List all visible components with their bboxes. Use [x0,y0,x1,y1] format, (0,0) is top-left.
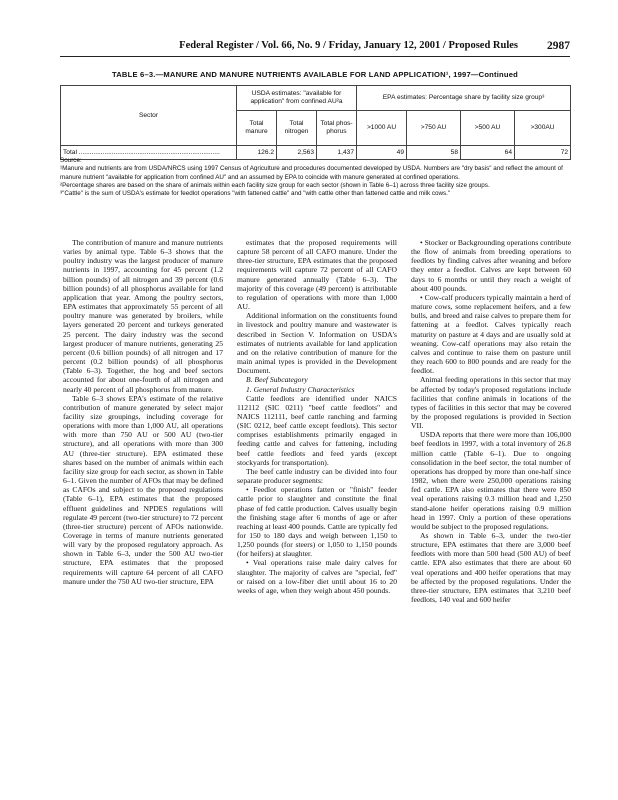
footnote: Source: [60,157,82,164]
paragraph: USDA reports that there were more than 106,000 beef feedlots in 1997, with a total inventory of 26.8 million cattle (Table 6–1). Due to ongoing consolidation in the beef sector, the total number of operations has dropped by more than one-half since 1982, when there were 250,000 operations raising fed cattle. EPA also estimates that there were 850 veal operations raising 0.3 million head and 1,250 stand-alone heifer operations raising 0.9 million head in 1997. Only a portion of these operations would be subject to the proposed regulations. [411,430,571,531]
paragraph: Cattle feedlots are identified under NAICS 112112 (SIC 0211) "beef cattle feedlots" and NAICS 112111, beef cattle ranching and farming (SIC 0212, beef cattle except feedlots). This sector comprises establishments primarily engaged in feeding cattle and calves for fattening, including beef cattle feedlots and feed yards (except stockyards for transportation). [237,393,397,467]
column-header: >1000 AU [357,111,407,146]
column-header: Total phos-phorus [317,111,357,146]
running-header [60,40,570,54]
bullet-paragraph: • Feedlot operations fatten or "finish" feeder cattle prior to slaughter and constitute the final phase of fed cattle production. Calves usually begin the finishing stage after 6 months of age or after reaching at least 400 pounds. Cattle are typically fed for 150 to 180 days and weigh between 1,150 to 1,250 pounds (for steers) or 1,050 to 1,150 pounds (for heifers) at slaughter. [237,485,397,559]
sector-header: Sector [61,86,237,146]
bullet-paragraph: • Cow-calf producers typically maintain a herd of mature cows, some replacement heifers, and a few bulls, and breed and raise calves to prepare them for fattening at a feedlot. Calves typically reach maturity on pasture at 4 days and are usually sold at weaning. Cow-calf operations may also retain the calves and continue to raise them on pasture until they reach 600 to 800 pounds and are ready for the feedlot. [411,292,571,376]
paragraph: Additional information on the constituents found in livestock and poultry manure and wastewater is described in Section V. Information on USDA's estimates of nutrients available for land application and on the relative contribution of manure for the main animal types is provided in the Development Document. [237,311,397,376]
row-label: Total ............................................................................. [61,146,237,160]
header-rule [60,56,570,57]
footnote: ²Percentage shares are based on the share of animals within each facility size group for each sector (shown in Table 6–1) across three facility size groups. [60,181,490,189]
table-caption: TABLE 6–3.—MANURE AND MANURE NUTRIENTS AVAILABLE FOR LAND APPLICATION¹, 1997—Continued [111,70,519,79]
bullet-paragraph: • Veal operations raise male dairy calves for slaughter. The majority of calves are "special, fed" or raised on a low-fiber diet until about 16 to 20 weeks of age, when they weigh about 450 pounds. [237,558,397,595]
header-title: Federal Register / Vol. 66, No. 9 / Friday, January 12, 2001 / Proposed Rules [179,40,518,51]
table-cell: 49 [357,146,407,160]
text-column-3 [411,238,571,604]
text-column-1 [63,238,223,586]
paragraph: Table 6–3 shows EPA's estimate of the relative contribution of manure generated by select major facility size groupings, including coverage for operations with more than 1,000 AU, all operations with more than 750 AU or 500 AU (two-tier structure), and all operations with more than 300 AU (three-tier structure). EPA estimated these shares based on the number of animals within each facility size group for each sector, as shown in Table 6–1. Given the number of AFOs that may be defined as CAFOs and subject to the proposed regulations (Table 6–1), EPA estimates that the proposed effluent guidelines and NPDES regulations will regulate 49 percent (two-tier structure) to 72 percent (three-tier structure) percent of AFOs nationwide. Coverage in terms of manure nutrients generated will vary by the proposed regulatory approach. As shown in Table 6–3, under the 500 AU two-tier structure, EPA estimates that the proposed requirements will capture 64 percent of all CAFO manure under the 750 AU two-tier structure, EPA [63,393,223,586]
paragraph: Animal feeding operations in this sector that may be affected by today's proposed regulations include facilities that confine animals in locations of the types of facilities in this sector that may be covered by the proposed regulations is provided in Section VII. [411,375,571,431]
epa-group-header: EPA estimates: Percentage share by facility size group³ [357,86,571,111]
subsection-heading: 1. General Industry Characteristics [246,384,355,394]
footnote: ¹Manure and nutrients are from USDA/NRCS using 1997 Census of Agriculture and procedures documented developed by USDA. Numbers are "dry basis" and reflect the amount of manure nutrient "available for application from confined AU" and an assumed by EPA to coincide with manure generated at confined operations. [60,165,563,181]
paragraph: As shown in Table 6–3, under the two-tier structure, EPA estimates that there are 3,000 beef feedlots with more than 500 head (500 AU) of beef cattle. EPA also estimates that there are about 60 veal operations and 400 heifer operations that may be affected by the proposed regulations. Under the three-tier structure, EPA estimates that 3,210 beef feedlots, 140 veal and 600 heifer [411,531,571,605]
table-cell: 126.2 [237,146,277,160]
paragraph: The contribution of manure and manure nutrients varies by animal type. Table 6–3 shows that the poultry industry was the largest producer of manure nutrients in 1997, accounting for 45 percent (1.2 billion pounds) of all nitrogen and 39 percent (0.6 billion pounds) of all phosphorus available for land application that year. Among the poultry sectors, EPA estimates that approximately 55 percent of all poultry manure was generated by broilers, while layers generated 20 percent and turkeys generated 25 percent. The dairy industry was the second largest producer of manure nutrients, generating 25 percent (0.6 billion pounds) of all nitrogen and 17 percent (0.2 billion pounds) of all phosphorus (Table 6–3). Together, the hog and beef sectors accounted for about one-fourth of all nitrogen and nearly 40 percent of all phosphorus from manure. [63,238,223,394]
text-column-2 [237,238,397,595]
paragraph: estimates that the proposed requirements will capture 58 percent of all CAFO manure. Under the three-tier structure, EPA estimates that the proposed requirements will capture 72 percent of all CAFO manure generated annually (Table 6–3). The majority of this coverage (49 percent) is attributable to regulation of operations with more than 1,000 AU. [237,238,397,312]
column-header: Total nitrogen [277,111,317,146]
column-header: Total manure [237,111,277,146]
column-header: >750 AU [407,111,461,146]
table-cell: 2,563 [277,146,317,160]
column-header: >500 AU [461,111,515,146]
footnote: ³"Cattle" is the sum of USDA's estimate for feedlot operations "with fattened cattle" and "with cattle other than fattened cattle and milk cows." [60,190,451,198]
page-number: 2987 [547,40,570,52]
table-cell: 58 [407,146,461,160]
table-cell: 64 [461,146,515,160]
table-footnotes [60,157,570,198]
usda-group-header: USDA estimates: "available for application" from confined AU²a [237,86,357,111]
nutrient-table [60,85,571,160]
table-cell: 1,437 [317,146,357,160]
section-heading: B. Beef Subcategory [246,375,308,385]
paragraph: The beef cattle industry can be divided into four separate producer segments: [237,466,397,486]
table-cell: 72 [515,146,571,160]
bullet-paragraph: • Stocker or Backgrounding operations contribute the flow of animals from breeding operations to feedlots by finding calves after weaning and before they enter a feedlot. Calves are kept between 60 days to 6 months or until they reach a weight of about 400 pounds. [411,238,571,293]
column-header: >300AU [515,111,571,146]
